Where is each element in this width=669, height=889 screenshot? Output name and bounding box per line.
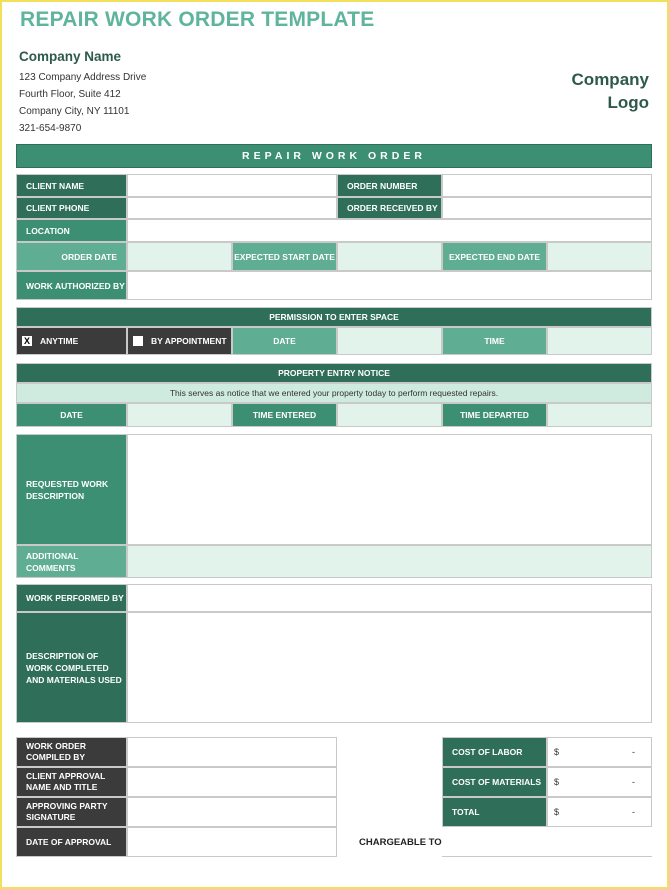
section-bar-repair-work-order: REPAIR WORK ORDER [16, 144, 652, 168]
label-work-order-compiled-by [16, 737, 127, 767]
input-time-entered[interactable] [337, 403, 442, 427]
requested-work-label-text: REQUESTED WORK DESCRIPTION [26, 478, 109, 501]
label-chargeable-to: CHARGEABLE TO [359, 837, 442, 848]
label-permission-date: DATE [232, 327, 337, 355]
address-line-3: Company City, NY 11101 [19, 106, 130, 117]
label-entry-date: DATE [16, 403, 127, 427]
check-mark-icon: X [23, 336, 30, 346]
empty-checkbox-icon [133, 336, 143, 346]
company-name: Company Name [19, 49, 122, 64]
input-order-date[interactable] [127, 242, 232, 271]
input-order-received-by[interactable] [442, 197, 652, 219]
input-work-order-compiled-by[interactable] [127, 737, 337, 767]
input-expected-start-date[interactable] [337, 242, 442, 271]
label-approving-party-signature [16, 797, 127, 827]
label-client-approval [16, 767, 127, 797]
input-approving-party-signature[interactable] [127, 797, 337, 827]
checkbox-by-appointment[interactable] [127, 327, 232, 355]
label-additional-comments [16, 545, 127, 578]
input-location[interactable] [127, 219, 652, 242]
input-description-of-work-completed[interactable] [127, 612, 652, 723]
address-line-2: Fourth Floor, Suite 412 [19, 89, 121, 100]
label-client-phone: CLIENT PHONE [16, 197, 127, 219]
dash-placeholder: - [632, 777, 635, 787]
label-total: TOTAL [442, 797, 547, 827]
checkbox-anytime[interactable] [16, 327, 127, 355]
label-permission-time: TIME [442, 327, 547, 355]
checkbox-by-appointment-label: BY APPOINTMENT [151, 336, 227, 346]
notice-text: This serves as notice that we entered your property today to perform requested repairs. [16, 383, 652, 403]
address-line-1: 123 Company Address Drive [19, 72, 147, 83]
input-cost-of-materials[interactable] [547, 767, 652, 797]
label-work-performed-by: WORK PERFORMED BY [16, 584, 127, 612]
approving-party-label-text: APPROVING PARTY SIGNATURE [26, 801, 108, 822]
label-location: LOCATION [16, 219, 127, 242]
input-client-phone[interactable] [127, 197, 337, 219]
label-cost-of-labor: COST OF LABOR [442, 737, 547, 767]
section-property-entry-notice: PROPERTY ENTRY NOTICE [16, 363, 652, 383]
currency-symbol: $ [554, 807, 560, 817]
input-total[interactable] [547, 797, 652, 827]
input-work-authorized-by[interactable] [127, 271, 652, 300]
page-title: REPAIR WORK ORDER TEMPLATE [20, 8, 375, 31]
label-order-received-by: ORDER RECEIVED BY [337, 197, 442, 219]
section-permission-to-enter: PERMISSION TO ENTER SPACE [16, 307, 652, 327]
label-requested-work-description [16, 434, 127, 545]
currency-symbol: $ [554, 747, 560, 757]
chargeable-to-line[interactable] [442, 856, 652, 857]
dash-placeholder: - [632, 807, 635, 817]
currency-symbol: $ [554, 777, 560, 787]
compiled-by-label-text: WORK ORDER COMPILED BY [26, 741, 86, 762]
input-requested-work-description[interactable] [127, 434, 652, 545]
input-work-performed-by[interactable] [127, 584, 652, 612]
input-additional-comments[interactable] [127, 545, 652, 578]
label-work-authorized-by: WORK AUTHORIZED BY [16, 271, 127, 300]
input-order-number[interactable] [442, 174, 652, 197]
company-logo [572, 68, 649, 114]
input-client-name[interactable] [127, 174, 337, 197]
dash-placeholder: - [632, 747, 635, 757]
input-entry-date[interactable] [127, 403, 232, 427]
label-client-name: CLIENT NAME [16, 174, 127, 197]
label-expected-end-date: EXPECTED END DATE [442, 242, 547, 271]
logo-line-2: Logo [607, 93, 649, 112]
label-description-of-work-completed [16, 612, 127, 723]
label-time-departed: TIME DEPARTED [442, 403, 547, 427]
additional-comments-label-text: ADDITIONAL COMMENTS [26, 550, 79, 573]
client-approval-label-text: CLIENT APPROVAL NAME AND TITLE [26, 771, 106, 792]
label-date-of-approval: DATE OF APPROVAL [16, 827, 127, 857]
label-cost-of-materials: COST OF MATERIALS [442, 767, 547, 797]
label-expected-start-date: EXPECTED START DATE [232, 242, 337, 271]
logo-line-1: Company [571, 70, 649, 89]
input-time-departed[interactable] [547, 403, 652, 427]
input-permission-date[interactable] [337, 327, 442, 355]
input-cost-of-labor[interactable] [547, 737, 652, 767]
input-client-approval[interactable] [127, 767, 337, 797]
label-order-number: ORDER NUMBER [337, 174, 442, 197]
input-permission-time[interactable] [547, 327, 652, 355]
phone-line: 321-654-9870 [19, 123, 82, 134]
work-completed-label-text: DESCRIPTION OF WORK COMPLETED AND MATERIALS USED [26, 650, 122, 685]
input-expected-end-date[interactable] [547, 242, 652, 271]
input-date-of-approval[interactable] [127, 827, 337, 857]
checkbox-anytime-label: ANYTIME [40, 336, 79, 346]
label-order-date: ORDER DATE [16, 242, 127, 271]
label-time-entered: TIME ENTERED [232, 403, 337, 427]
